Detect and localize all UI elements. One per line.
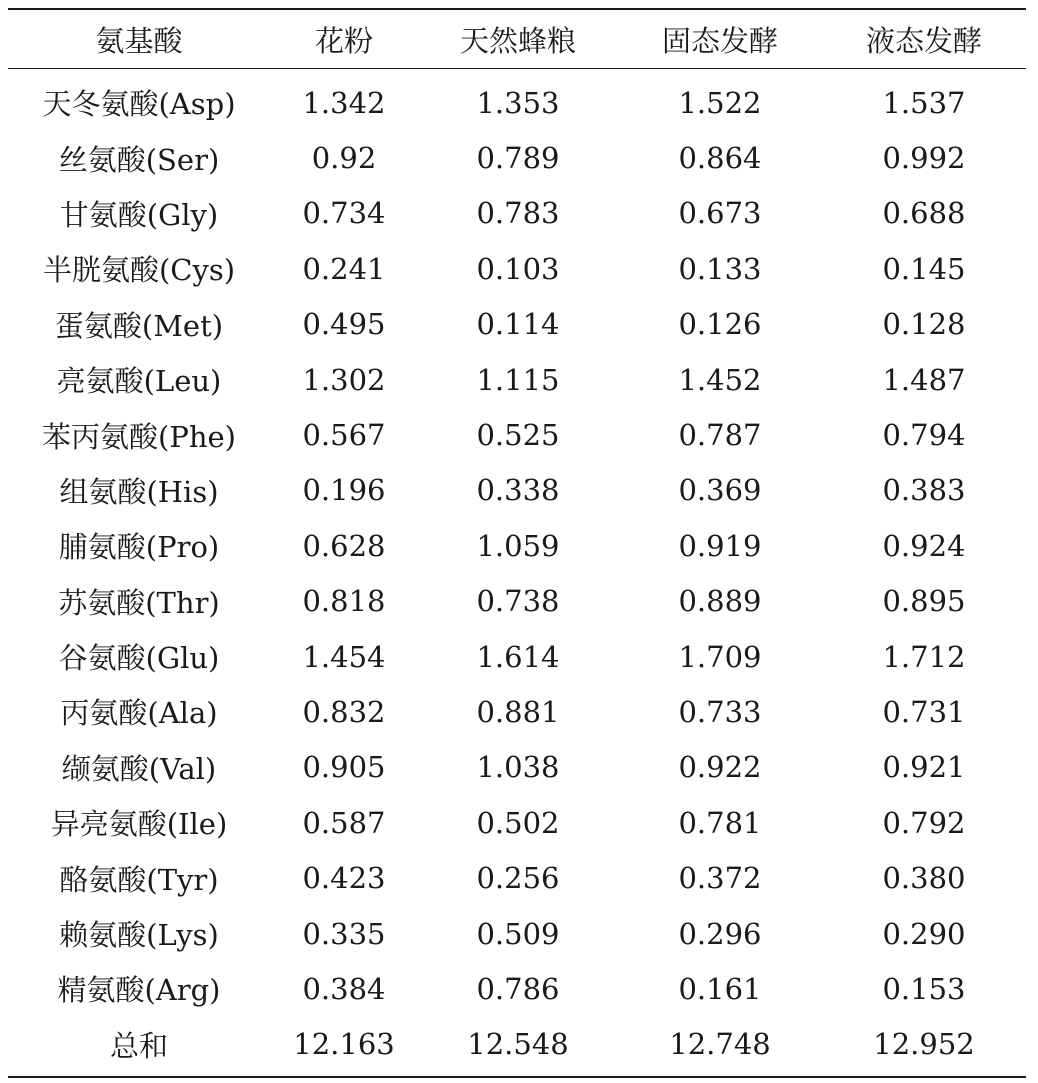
table-row <box>8 297 1026 352</box>
table-row <box>8 69 1026 131</box>
cell-amino-acid: 苏氨酸(Thr) <box>58 585 220 620</box>
cell-amino-acid: 谷氨酸(Glu) <box>58 641 220 676</box>
cell-solid-fermentation: 0.296 <box>678 916 762 951</box>
cell-pollen: 1.454 <box>302 639 386 674</box>
cell-liquid-fermentation: 1.537 <box>882 85 966 120</box>
cell-natural-bee-bread: 0.103 <box>476 251 560 286</box>
cell-amino-acid: 蛋氨酸(Met) <box>54 308 224 343</box>
cell-natural-bee-bread: 12.548 <box>467 1027 569 1062</box>
header-liquid-fermentation: 液态发酵 <box>865 23 982 58</box>
amino-acid-table <box>8 8 1026 1076</box>
cell-liquid-fermentation: 0.992 <box>882 141 966 176</box>
cell-liquid-fermentation: 0.895 <box>882 584 966 619</box>
cell-natural-bee-bread: 0.881 <box>476 694 560 729</box>
cell-amino-acid: 精氨酸(Arg) <box>57 973 221 1008</box>
table-row <box>8 961 1026 1016</box>
table-row <box>8 795 1026 850</box>
table-bottom-rule <box>8 1076 1026 1078</box>
cell-natural-bee-bread: 0.502 <box>476 805 560 840</box>
cell-pollen: 0.818 <box>302 584 386 619</box>
cell-natural-bee-bread: 0.509 <box>476 916 560 951</box>
cell-liquid-fermentation: 1.487 <box>882 362 966 397</box>
cell-pollen: 0.384 <box>302 971 386 1006</box>
cell-pollen: 0.423 <box>302 861 386 896</box>
cell-solid-fermentation: 0.126 <box>678 307 762 342</box>
cell-liquid-fermentation: 0.921 <box>882 750 966 785</box>
cell-solid-fermentation: 0.733 <box>678 694 762 729</box>
cell-natural-bee-bread: 0.789 <box>476 141 560 176</box>
cell-amino-acid: 异亮氨酸(Ile) <box>50 807 228 842</box>
cell-pollen: 0.241 <box>302 251 386 286</box>
cell-solid-fermentation: 0.787 <box>678 418 762 453</box>
table-row <box>8 574 1026 629</box>
cell-pollen: 0.628 <box>302 528 386 563</box>
cell-natural-bee-bread: 0.525 <box>476 418 560 453</box>
amino-acid-table-container <box>8 8 1026 1078</box>
cell-liquid-fermentation: 0.688 <box>882 196 966 231</box>
cell-pollen: 0.832 <box>302 694 386 729</box>
cell-pollen: 0.567 <box>302 418 386 453</box>
table-row <box>8 352 1026 407</box>
table-row <box>8 130 1026 185</box>
cell-amino-acid: 赖氨酸(Lys) <box>59 918 219 953</box>
cell-liquid-fermentation: 0.794 <box>882 418 966 453</box>
header-solid-fermentation: 固态发酵 <box>661 23 778 58</box>
cell-liquid-fermentation: 0.153 <box>882 971 966 1006</box>
cell-solid-fermentation: 0.919 <box>678 528 762 563</box>
cell-amino-acid: 甘氨酸(Gly) <box>59 197 219 232</box>
cell-natural-bee-bread: 0.256 <box>476 861 560 896</box>
table-header-row <box>8 9 1026 69</box>
cell-solid-fermentation: 0.673 <box>678 196 762 231</box>
cell-solid-fermentation: 1.452 <box>678 362 762 397</box>
cell-solid-fermentation: 1.709 <box>678 639 762 674</box>
cell-liquid-fermentation: 0.383 <box>882 473 966 508</box>
table-row <box>8 518 1026 573</box>
cell-liquid-fermentation: 1.712 <box>882 639 966 674</box>
table-row <box>8 629 1026 684</box>
table-body <box>8 69 1026 1077</box>
table-row <box>8 186 1026 241</box>
cell-natural-bee-bread: 0.338 <box>476 473 560 508</box>
cell-pollen: 0.587 <box>302 805 386 840</box>
header-amino-acid: 氨基酸 <box>95 23 183 58</box>
cell-amino-acid: 缬氨酸(Val) <box>61 751 217 786</box>
cell-pollen: 12.163 <box>293 1027 395 1062</box>
cell-pollen: 0.495 <box>302 307 386 342</box>
cell-pollen: 0.335 <box>302 916 386 951</box>
cell-pollen: 0.905 <box>302 750 386 785</box>
table-row <box>8 906 1026 961</box>
cell-solid-fermentation: 0.161 <box>678 971 762 1006</box>
cell-liquid-fermentation: 0.128 <box>882 307 966 342</box>
cell-solid-fermentation: 0.922 <box>678 750 762 785</box>
cell-natural-bee-bread: 1.115 <box>476 362 560 397</box>
cell-liquid-fermentation: 0.924 <box>882 528 966 563</box>
cell-pollen: 1.302 <box>302 362 386 397</box>
header-natural-bee-bread: 天然蜂粮 <box>459 23 576 58</box>
cell-total-label: 总和 <box>109 1028 168 1063</box>
cell-amino-acid: 苯丙氨酸(Phe) <box>42 419 236 454</box>
cell-solid-fermentation: 1.522 <box>678 85 762 120</box>
cell-solid-fermentation: 12.748 <box>669 1027 771 1062</box>
cell-solid-fermentation: 0.781 <box>678 805 762 840</box>
table-row-total <box>8 1017 1026 1076</box>
cell-solid-fermentation: 0.864 <box>678 141 762 176</box>
cell-natural-bee-bread: 1.038 <box>476 750 560 785</box>
cell-solid-fermentation: 0.889 <box>678 584 762 619</box>
cell-solid-fermentation: 0.369 <box>678 473 762 508</box>
table-row <box>8 850 1026 905</box>
cell-natural-bee-bread: 0.783 <box>476 196 560 231</box>
cell-natural-bee-bread: 0.114 <box>476 307 560 342</box>
header-pollen: 花粉 <box>314 23 373 58</box>
table-row <box>8 407 1026 462</box>
cell-amino-acid: 丝氨酸(Ser) <box>58 142 220 177</box>
cell-natural-bee-bread: 1.614 <box>476 639 560 674</box>
table-row <box>8 241 1026 296</box>
cell-amino-acid: 组氨酸(His) <box>59 474 219 509</box>
cell-amino-acid: 脯氨酸(Pro) <box>58 530 220 565</box>
cell-liquid-fermentation: 0.145 <box>882 251 966 286</box>
cell-amino-acid: 天冬氨酸(Asp) <box>42 87 236 122</box>
cell-amino-acid: 亮氨酸(Leu) <box>56 364 222 399</box>
cell-solid-fermentation: 0.372 <box>678 861 762 896</box>
cell-solid-fermentation: 0.133 <box>678 251 762 286</box>
cell-liquid-fermentation: 0.290 <box>882 916 966 951</box>
cell-liquid-fermentation: 12.952 <box>873 1027 975 1062</box>
cell-amino-acid: 丙氨酸(Ala) <box>60 696 218 731</box>
cell-natural-bee-bread: 0.738 <box>476 584 560 619</box>
table-row <box>8 463 1026 518</box>
cell-amino-acid: 酪氨酸(Tyr) <box>59 862 219 897</box>
cell-pollen: 0.734 <box>302 196 386 231</box>
cell-liquid-fermentation: 0.731 <box>882 694 966 729</box>
table-row <box>8 740 1026 795</box>
cell-pollen: 0.196 <box>302 473 386 508</box>
cell-liquid-fermentation: 0.380 <box>882 861 966 896</box>
cell-amino-acid: 半胱氨酸(Cys) <box>42 253 236 288</box>
cell-pollen: 1.342 <box>302 85 386 120</box>
cell-pollen: 0.92 <box>311 141 377 176</box>
cell-natural-bee-bread: 1.059 <box>476 528 560 563</box>
cell-natural-bee-bread: 1.353 <box>476 85 560 120</box>
cell-liquid-fermentation: 0.792 <box>882 805 966 840</box>
table-row <box>8 684 1026 739</box>
cell-natural-bee-bread: 0.786 <box>476 971 560 1006</box>
